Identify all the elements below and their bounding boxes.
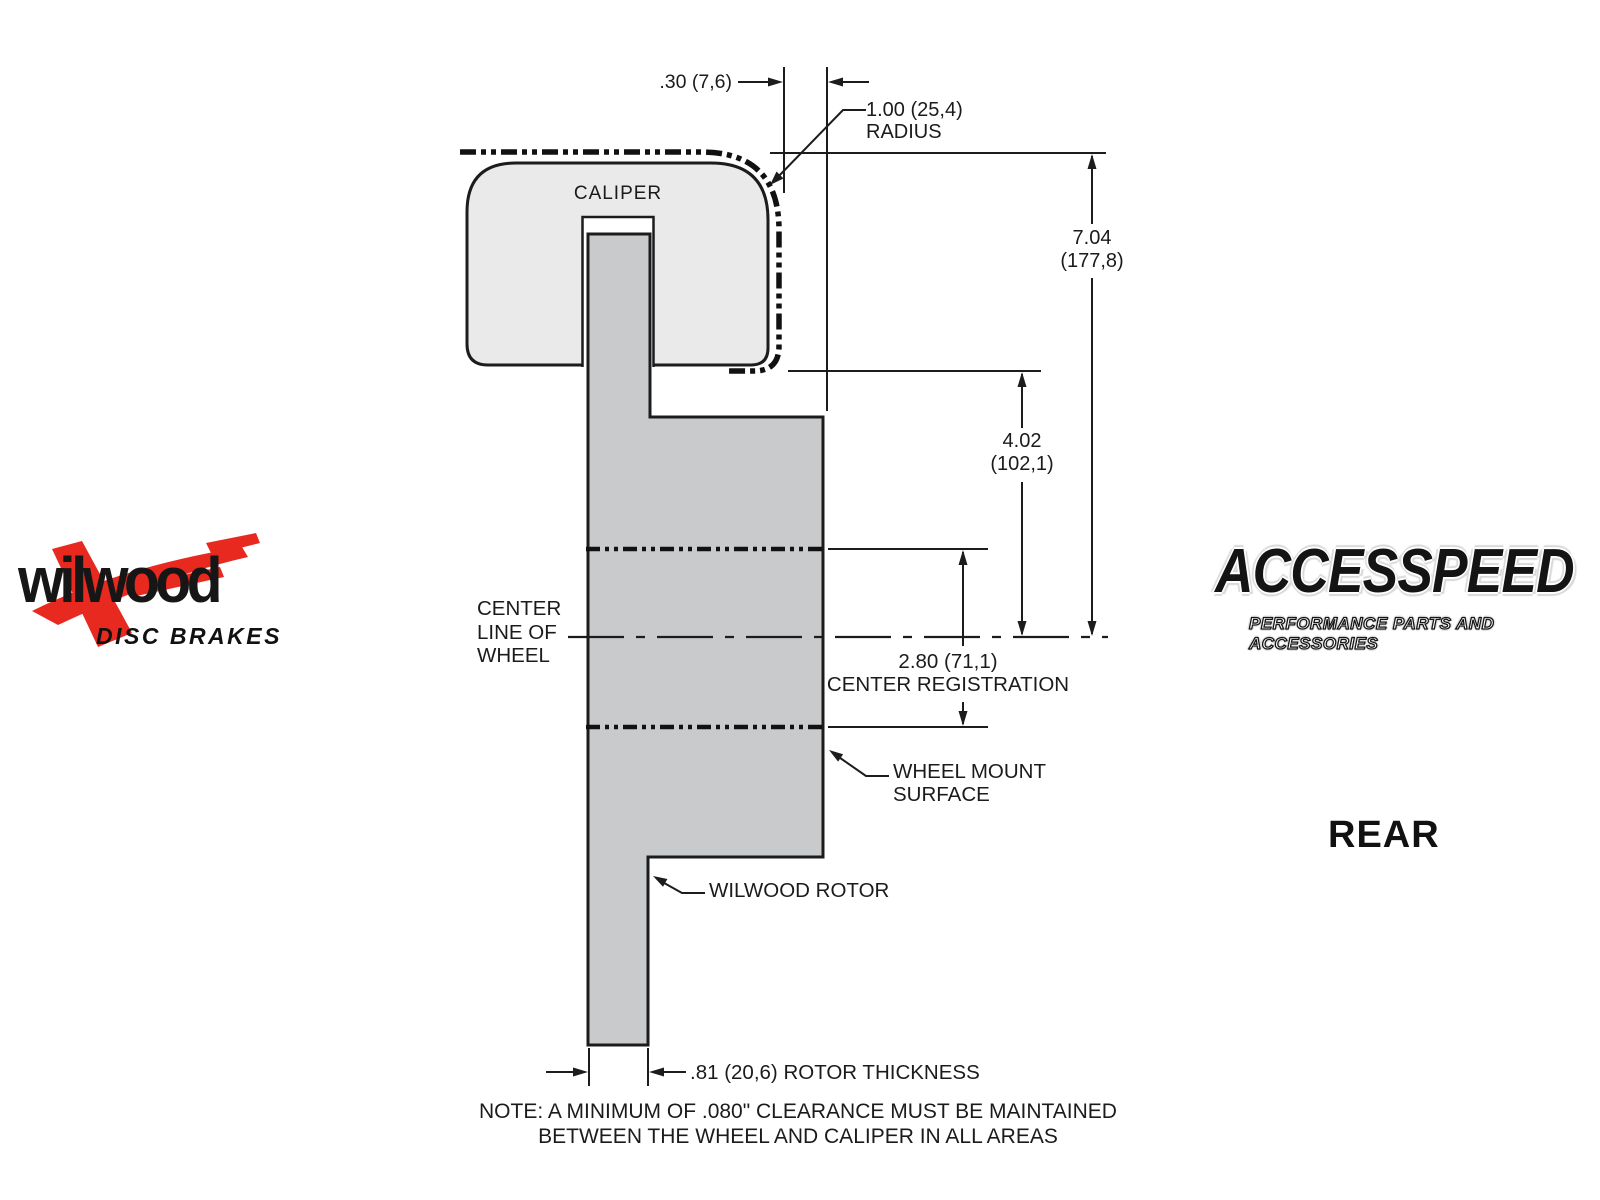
wheel-mount-line-1: WHEEL MOUNT: [893, 760, 1046, 783]
caliper-label: CALIPER: [573, 183, 663, 204]
mount-height-mm: (102,1): [962, 453, 1082, 476]
note-line-1: NOTE: A MINIMUM OF .080" CLEARANCE MUST BE MAINTAINED: [479, 1100, 1117, 1123]
accesspeed-logo: [1205, 528, 1595, 653]
dimension-radius: [866, 99, 963, 143]
wilwood-tagline: DISC BRAKES: [96, 623, 282, 649]
accesspeed-tagline: PERFORMANCE PARTS AND ACCESSORIES: [1249, 614, 1495, 653]
center-registration-value: 2.80 (71,1): [898, 650, 998, 673]
wilwood-rotor-label: WILWOOD ROTOR: [709, 879, 890, 902]
view-label-rear: REAR: [1328, 814, 1440, 856]
dimension-clearance-top: .30 (7,6): [659, 71, 732, 93]
radius-value: 1.00 (25,4): [866, 99, 963, 121]
mount-height-in: 4.02: [962, 430, 1082, 453]
dimension-mount-height: [962, 430, 1082, 476]
accesspeed-wordmark: ACCESSPEED: [1215, 537, 1574, 606]
center-line-word-3: WHEEL: [477, 644, 550, 667]
center-line-of-wheel-label: [477, 597, 561, 668]
clearance-note: [420, 1099, 1176, 1149]
radius-word: RADIUS: [866, 121, 942, 143]
center-registration-word: CENTER REGISTRATION: [826, 673, 1070, 696]
dimension-overall-height: [1032, 227, 1152, 273]
dimension-center-registration: [814, 650, 1082, 696]
overall-height-mm: (177,8): [1032, 250, 1152, 273]
overall-height-in: 7.04: [1032, 227, 1152, 250]
wilwood-logo: [10, 525, 330, 660]
center-line-word-1: CENTER: [477, 597, 562, 620]
wheel-mount-surface-label: [893, 761, 1046, 806]
wilwood-wordmark: wilwood: [18, 544, 219, 616]
wheel-mount-line-2: SURFACE: [893, 782, 990, 806]
center-line-word-2: LINE OF: [477, 620, 557, 644]
note-line-2: BETWEEN THE WHEEL AND CALIPER IN ALL AREAS: [538, 1125, 1058, 1148]
dimension-rotor-thickness: .81 (20,6) ROTOR THICKNESS: [690, 1061, 980, 1084]
